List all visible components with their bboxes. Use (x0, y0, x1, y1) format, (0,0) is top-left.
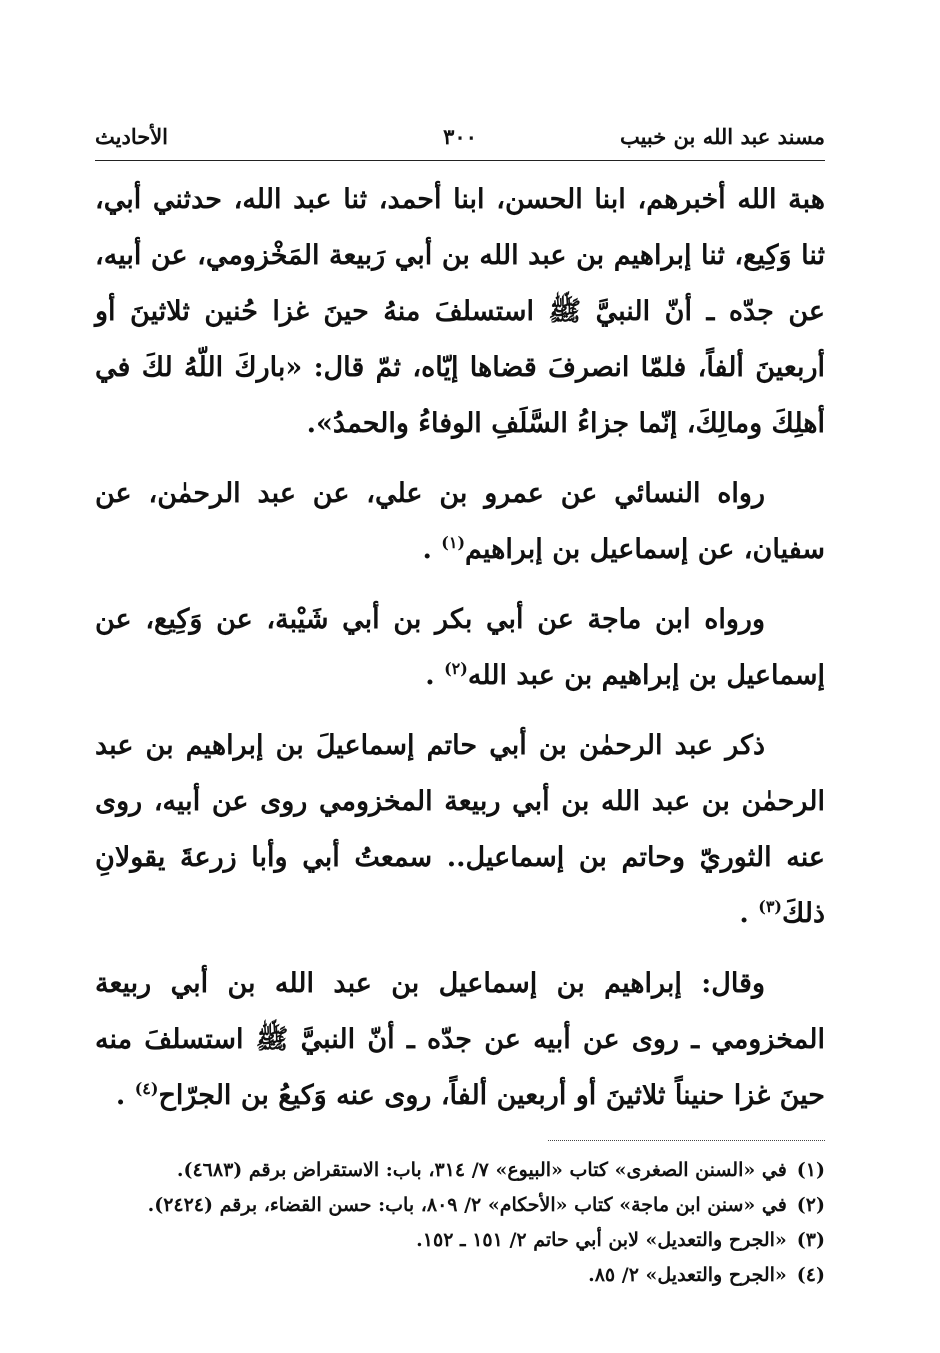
section-title: الأحاديث (95, 124, 169, 149)
footnote-text: «الجرح والتعديل» ٢/ ٨٥. (588, 1264, 787, 1286)
stop-2: . (425, 660, 435, 691)
second-entry-text: وقال: إبراهيم بن إسماعيل بن عبد الله بن أبي ربيعة المخزومي ـ روى عن أبيه عن جدّه ـ أنّ النبيَّ ﷺ استسلفَ منه حينَ غزا حنيناً ثلاثينَ أو أربعين ألفاً، روى عنه وَكيعُ بن الجرّاح (95, 968, 825, 1111)
paragraph-gap (95, 704, 825, 718)
page-number: ٣٠٠ (443, 124, 477, 149)
stop-4: . (115, 1080, 126, 1111)
hadith-paragraph (95, 172, 825, 452)
footnote-number: (١) (796, 1159, 825, 1181)
note-ref-4[interactable]: (٤) (134, 1079, 159, 1098)
book-title: مسند عبد الله بن خبيب (619, 124, 825, 149)
stop-1: . (422, 534, 432, 565)
stop-3: . (739, 898, 749, 929)
footnote-number: (٤) (796, 1264, 825, 1286)
nasai-text: رواه النسائي عن عمرو بن علي، عن عبد الرحمٰن، عن سفيان، عن إسماعيل بن إبراهيم (95, 478, 825, 565)
note-ref-3[interactable]: (٣) (758, 897, 782, 916)
ibn-majah-paragraph (95, 592, 825, 704)
footnote-item (95, 1223, 825, 1258)
footnote-separator (548, 1140, 825, 1141)
hadith-text: هبة الله أخبرهم، ابنا الحسن، ابنا أحمد، ثنا عبد الله، حدثني أبي، ثنا وَكِيع، ثنا إبراهيم بن عبد الله بن أبي رَبيعة المَخْزومي، عن أبيه، عن جدّه ـ أنّ النبيَّ ﷺ استسلفَ منهُ حينَ غزا حُنين ثلاثينَ أو أربعينَ ألفاً، فلمّا انصرفَ قضاها إيّاه، ثمّ قال: «باركَ اللّهُ لكَ في أهلِكَ ومالِكَ، إنّما جزاءُ السَّلَفِ الوفاءُ والحمدُ». (95, 184, 825, 439)
paragraph-gap (95, 942, 825, 956)
running-head (95, 118, 825, 158)
footnotes (95, 1153, 825, 1293)
ibn-abi-hatim-paragraph (95, 718, 825, 942)
paragraph-gap (95, 452, 825, 466)
header-rule (95, 160, 825, 161)
main-text (95, 172, 825, 1124)
ibn-majah-text: ورواه ابن ماجة عن أبي بكر بن أبي شَيْبة، عن وَكِيع، عن إسماعيل بن إبراهيم بن عبد الله (95, 604, 825, 691)
note-ref-2[interactable]: (٢) (444, 659, 468, 678)
second-entry-paragraph (95, 956, 825, 1124)
note-ref-1[interactable]: (١) (441, 533, 466, 552)
paragraph-gap (95, 578, 825, 592)
footnote-text: «الجرح والتعديل» لابن أبي حاتم ٢/ ١٥١ ـ ١٥٢. (416, 1229, 787, 1251)
footnote-text: في «السنن الصغرى» كتاب «البيوع» ٧/ ٣١٤، باب: الاستقراض برقم (٤٦٨٣). (176, 1159, 787, 1181)
nasai-paragraph (95, 466, 825, 578)
ibn-abi-hatim-text: ذكر عبد الرحمٰن بن أبي حاتم إسماعيلَ بن إبراهيم بن عبد الرحمٰن بن عبد الله بن أبي ربيعة المخزومي روى عن أبيه، روى عنه الثوريّ وحاتم بن إسماعيل.. سمعتُ أبي وأبا زرعةَ يقولانِ ذلكَ (95, 730, 825, 929)
footnote-number: (٢) (796, 1194, 825, 1216)
footnote-item (95, 1188, 825, 1223)
footnote-item (95, 1153, 825, 1188)
footnote-number: (٣) (796, 1229, 825, 1251)
footnote-item (95, 1258, 825, 1293)
footnote-text: في «سنن ابن ماجة» كتاب «الأحكام» ٢/ ٨٠٩، باب: حسن القضاء، برقم (٢٤٢٤). (147, 1194, 787, 1216)
